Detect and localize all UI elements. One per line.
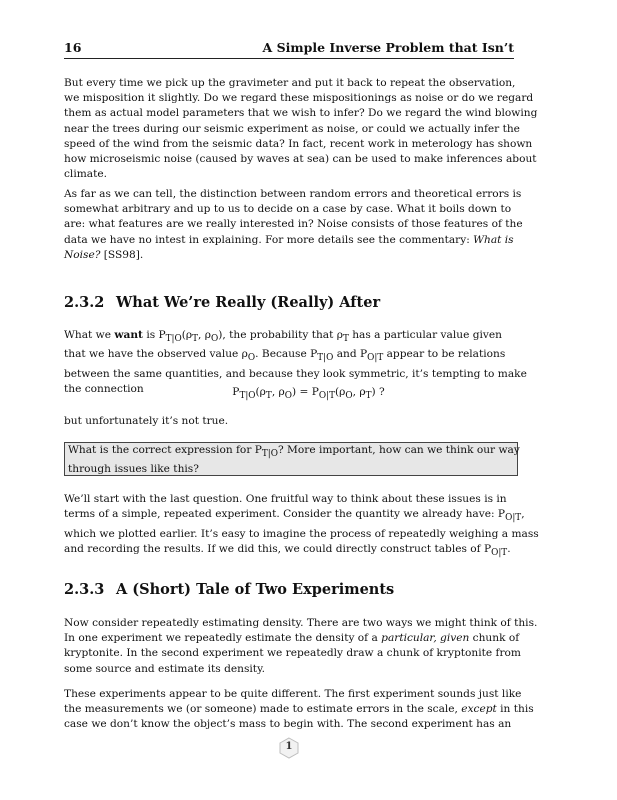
text-span: and recording the results. If we did this, we could directly construct tables of P	[64, 542, 492, 555]
emphasis-except: except	[461, 703, 497, 716]
text-span: has a particular value given	[348, 329, 502, 341]
section-number: 2.3.2	[64, 294, 105, 311]
section-title: What We’re Really (Really) After	[116, 294, 381, 311]
math-rho: , ρ	[198, 329, 211, 341]
text-span: ? More important, how can we think our way	[277, 444, 520, 456]
text-line: are: what features are we really interested in? Noise consists of those features of the	[64, 218, 523, 231]
math-rho: (ρ	[255, 386, 266, 398]
text-span: What is the correct expression for P	[68, 444, 262, 456]
math-rho: (ρ	[335, 386, 346, 398]
text-span: In one experiment we repeatedly estimate the density of a	[64, 632, 382, 645]
text-line: case we don’t know the object’s mass to begin with. The second experiment has an	[64, 718, 512, 731]
text-line	[64, 631, 520, 646]
math-subscript: O	[247, 353, 256, 364]
running-title: A Simple Inverse Problem that Isn’t	[262, 40, 514, 55]
text-line	[64, 507, 525, 526]
section-heading	[64, 581, 394, 598]
text-line: between the same quantities, and because they look symmetric, it’s tempting to make	[64, 367, 527, 380]
citation-title-cont: Noise?	[64, 248, 101, 261]
paragraph-mispositioning	[64, 76, 538, 182]
math-P: is P	[142, 329, 166, 341]
text-line: speed of the wind from the seismic data? In fact, recent work in meterology has shown	[64, 137, 533, 150]
emphasis-particular-given: particular, given	[381, 632, 470, 645]
math-rho: , ρ	[271, 386, 285, 398]
math-subscript: T	[342, 334, 349, 345]
math-rho: ), the probability that ρ	[218, 329, 343, 341]
text-line: kryptonite. In the second experiment we repeatedly draw a chunk of kryptonite from	[64, 647, 521, 660]
text-line: climate.	[64, 168, 107, 181]
page-badge	[279, 737, 299, 759]
math-subscript: O|T	[367, 353, 384, 364]
math-subscript: T	[192, 334, 199, 345]
page-badge-number: 1	[285, 741, 293, 752]
text-line	[64, 702, 534, 717]
text-line: These experiments appear to be quite different. The first experiment sounds just like	[64, 688, 522, 700]
text-span: terms of a simple, repeated experiment. Consider the quantity we already have: P	[64, 508, 506, 521]
math-P: . Because P	[255, 348, 318, 361]
text-line: Now consider repeatedly estimating density. There are two ways we might think of this.	[64, 617, 538, 629]
paragraph-not-true	[64, 414, 514, 429]
question-box	[64, 442, 518, 476]
text-span: in this	[496, 703, 534, 716]
citation-title: What is	[473, 233, 514, 246]
citation-ref: [SS98].	[100, 248, 144, 261]
math-subscript: T|O	[261, 449, 278, 460]
math-subscript: T	[265, 391, 272, 402]
text-span: data we have no intest in explaining. For more details see the commentary:	[64, 233, 474, 246]
section-title: A (Short) Tale of Two Experiments	[116, 581, 395, 598]
text-span: that we have the observed value ρ	[64, 348, 248, 361]
text-span: What we	[64, 329, 115, 341]
section-heading	[64, 294, 380, 311]
math-subscript: O|T	[505, 513, 522, 524]
text-line: near the trees during our seismic experiment as noise, or could we actually infer the	[64, 122, 520, 135]
text-line: through issues like this?	[68, 463, 199, 476]
text-line: We’ll start with the last question. One fruitful way to think about these issues is in	[64, 493, 507, 505]
math-subscript: T|O	[239, 391, 256, 402]
text-line: which we plotted earlier. It’s easy to imagine the process of repeatedly weighing a mass	[64, 527, 539, 540]
math-subscript: T	[365, 391, 372, 402]
paragraph-random-errors	[64, 187, 523, 263]
text-line	[68, 443, 520, 462]
math-subscript: O|T	[318, 391, 336, 402]
header-rule	[64, 58, 514, 59]
paragraph-estimating-density	[64, 616, 538, 677]
text-line: somewhat arbitrary and up to us to decide on a case by case. What it boils down to	[64, 203, 512, 216]
display-equation	[0, 386, 617, 401]
text-span: .	[507, 542, 511, 555]
math-subscript: T|O	[317, 353, 334, 364]
math-rho: , ρ	[352, 386, 366, 398]
text-line	[64, 328, 514, 347]
text-line	[64, 347, 514, 366]
emphasis-want: want	[114, 329, 143, 341]
math-equals: ) = P	[292, 386, 319, 398]
text-line: some source and estimate its density.	[64, 662, 266, 675]
text-line: but unfortunately it’s not true.	[64, 415, 229, 427]
math-subscript: O	[211, 334, 219, 345]
text-line	[64, 248, 514, 263]
math-subscript: O	[345, 391, 353, 402]
running-header	[64, 40, 514, 56]
paragraph-repeated-experiment	[64, 492, 539, 561]
page-number: 16	[64, 40, 82, 55]
text-line: we misposition it slightly. Do we regard these mispositionings as noise or do we regard	[64, 92, 534, 105]
paragraph-experiments-differ	[64, 687, 534, 733]
math-subscript: O	[284, 391, 293, 402]
text-line	[64, 542, 514, 561]
math-P: P	[232, 386, 240, 398]
text-line: how microseismic noise (caused by waves at sea) can be used to make inferences about	[64, 153, 537, 166]
text-span: the measurements we (or someone) made to estimate errors in the scale,	[64, 703, 462, 716]
text-line: them as actual model parameters that we wish to infer? Do we regard the wind blowing	[64, 107, 538, 120]
text-span: appear to be relations	[383, 348, 506, 361]
text-line: As far as we can tell, the distinction between random errors and theoretical errors is	[64, 188, 522, 200]
text-line: But every time we pick up the gravimeter and put it back to repeat the observation,	[64, 77, 516, 89]
math-subscript: O|T	[491, 547, 508, 558]
section-number: 2.3.3	[64, 581, 105, 598]
math-rho: (ρ	[181, 329, 193, 341]
text-line	[64, 233, 514, 248]
math-subscript: T|O	[165, 334, 182, 345]
text-line: the connection	[64, 382, 144, 395]
math-P: and P	[333, 348, 368, 361]
text-span: chunk of	[469, 632, 520, 645]
text-span: ,	[521, 508, 525, 521]
math-question: ) ?	[371, 386, 385, 398]
